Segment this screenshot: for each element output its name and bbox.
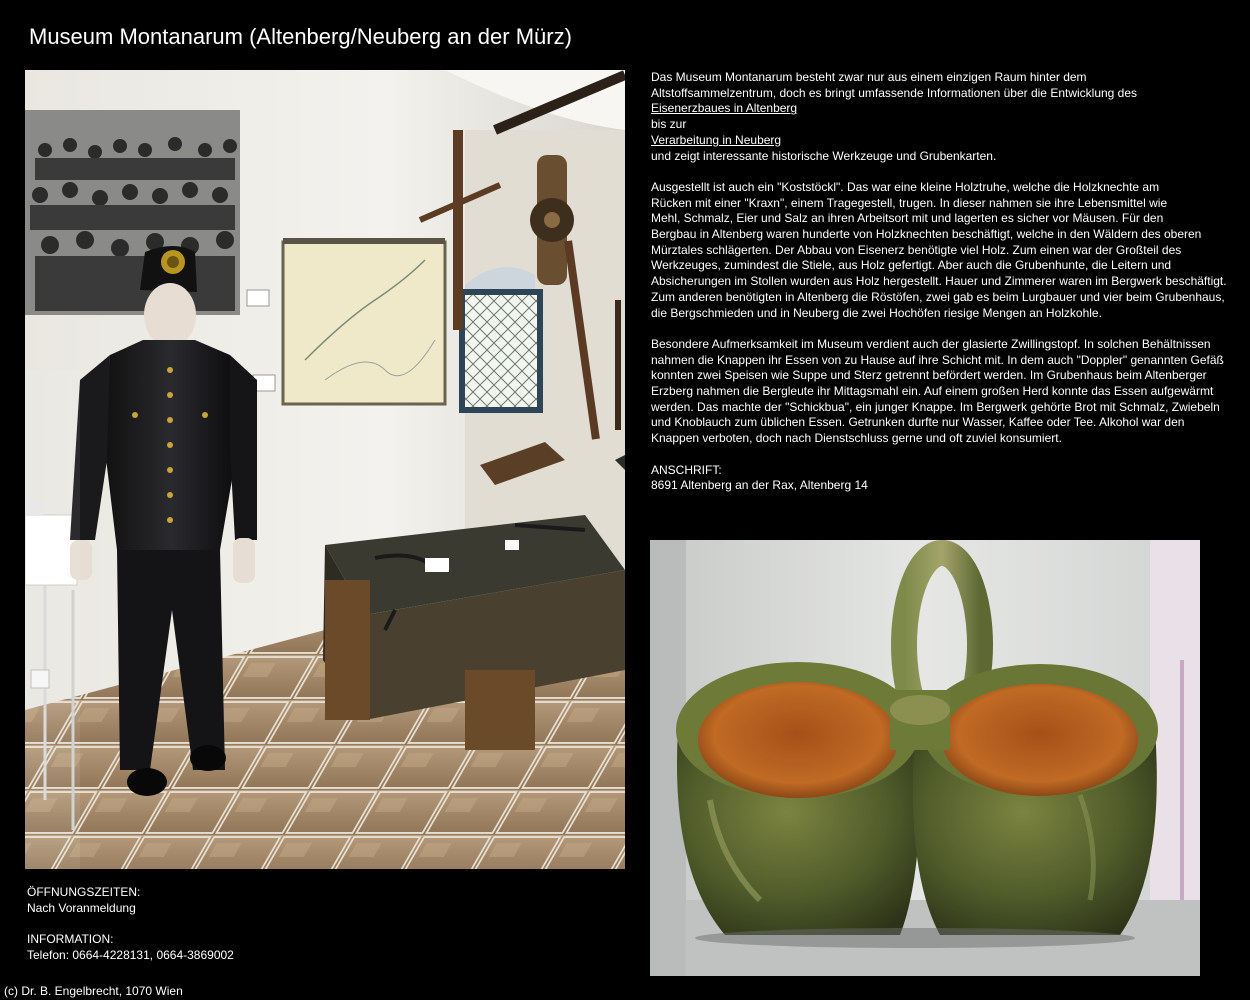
paragraph-line: Bergbau in Altenberg waren hunderte von Holzknechten beschäftigt, welche in den Wäldern des oberen <box>651 227 1202 242</box>
koststoeckl-paragraph <box>651 180 1236 321</box>
paragraph-line: Mürztales schlägerten. Der Abbau von Eisenerz benötigte viel Holz. Zum einen war der Großteil des <box>651 242 1182 257</box>
intro-line: bis zur <box>651 117 687 132</box>
paragraph-line: werden. Das machte der "Schickbua", ein junger Knappe. Im Bergwerk gehörte Brot mit Schmalz, Zwiebeln <box>651 399 1220 414</box>
intro-line: und zeigt interessante historische Werkzeuge und Grubenkarten. <box>651 148 997 163</box>
intro-paragraph <box>651 70 1236 164</box>
paragraph-line: die Bergschmieden und in Neuberg die zwei Hochöfen riesige Mengen an Holzkohle. <box>651 305 1102 320</box>
link-verarbeitung-neuberg[interactable]: Verarbeitung in Neuberg <box>651 132 782 147</box>
paragraph-line: Mehl, Schmalz, Eier und Salz an ihren Arbeitsort mit und lagerten es sicher vor Mäusen. Für den <box>651 211 1164 226</box>
paragraph-line: Werkzeuges, zumindest die Stiele, aus Holz gefertigt. Aber auch die Grubenhunte, die Leitern und <box>651 258 1172 273</box>
paragraph-line: Absicherungen im Stollen wurden aus Holz hergestellt. Hauer und Zimmerer waren im Bergwerk beschäftigt. <box>651 274 1227 289</box>
paragraph-line: Rücken mit einer "Kraxn", einem Tragegestell, trugen. In dieser nahmen sie ihre Lebensmittel wie <box>651 195 1168 210</box>
paragraph-line: Besondere Aufmerksamkeit im Museum verdient auch der glasierte Zwillingstopf. In solchen Behältnissen <box>651 336 1211 351</box>
paragraph-line: und Knoblauch zum üblichen Essen. Getrunken durfte nur Wasser, Kaffee oder Tee. Alkohol war den <box>651 415 1185 430</box>
paragraph-line: konnten zwei Speisen wie Suppe und Sterz getrennt befördert werden. Im Grubenhaus beim Altenberger <box>651 368 1207 383</box>
paragraph-line: Zum anderen benötigten in Altenberg die Röstöfen, zwei gab es beim Lurgbauer und vier beim Grubenhaus, <box>651 289 1225 304</box>
zwillingstopf-paragraph <box>651 337 1236 447</box>
address: 8691 Altenberg an der Rax, Altenberg 14 <box>651 478 868 493</box>
paragraph-line: nahmen die Knappen ihr Essen von zu Hause auf ihre Schicht mit. In dem auch "Doppler" genannten Gefäß <box>651 352 1224 367</box>
visitor-info <box>27 885 234 964</box>
paragraph-line: Erzberg nahmen die Bergleute ihr Mittagsmahl ein. Auf einem großen Herd konnte das Essen aufgewärmt <box>651 384 1214 399</box>
museum-description <box>651 70 1236 510</box>
address-block <box>651 463 1236 494</box>
intro-line: Das Museum Montanarum besteht zwar nur aus einem einzigen Raum hinter dem <box>651 70 1087 84</box>
address-label: ANSCHRIFT: <box>651 462 722 477</box>
intro-line: Altstoffsammelzentrum, doch es bringt umfassende Informationen über die Entwicklung des <box>651 85 1138 100</box>
paragraph-line: Knappen verboten, doch nach Dienstschluss gerne und oft zuviel konsumiert. <box>651 431 1062 446</box>
twin-pot-photo <box>650 540 1200 976</box>
opening-hours: Nach Voranmeldung <box>27 900 136 915</box>
page-title: Museum Montanarum (Altenberg/Neuberg an der Mürz) <box>29 24 572 49</box>
phone-numbers: Telefon: 0664-4228131, 0664-3869002 <box>27 947 234 962</box>
link-eisenerzbau-altenberg[interactable]: Eisenerzbaues in Altenberg <box>651 101 798 116</box>
museum-room-photo <box>25 70 625 869</box>
copyright-footer: (c) Dr. B. Engelbrecht, 1070 Wien <box>4 984 183 998</box>
opening-hours-label: ÖFFNUNGSZEITEN: <box>27 885 141 899</box>
paragraph-line: Ausgestellt ist auch ein "Koststöckl". Das war eine kleine Holztruhe, welche die Holzknechte am <box>651 179 1160 194</box>
information-label: INFORMATION: <box>27 932 114 947</box>
